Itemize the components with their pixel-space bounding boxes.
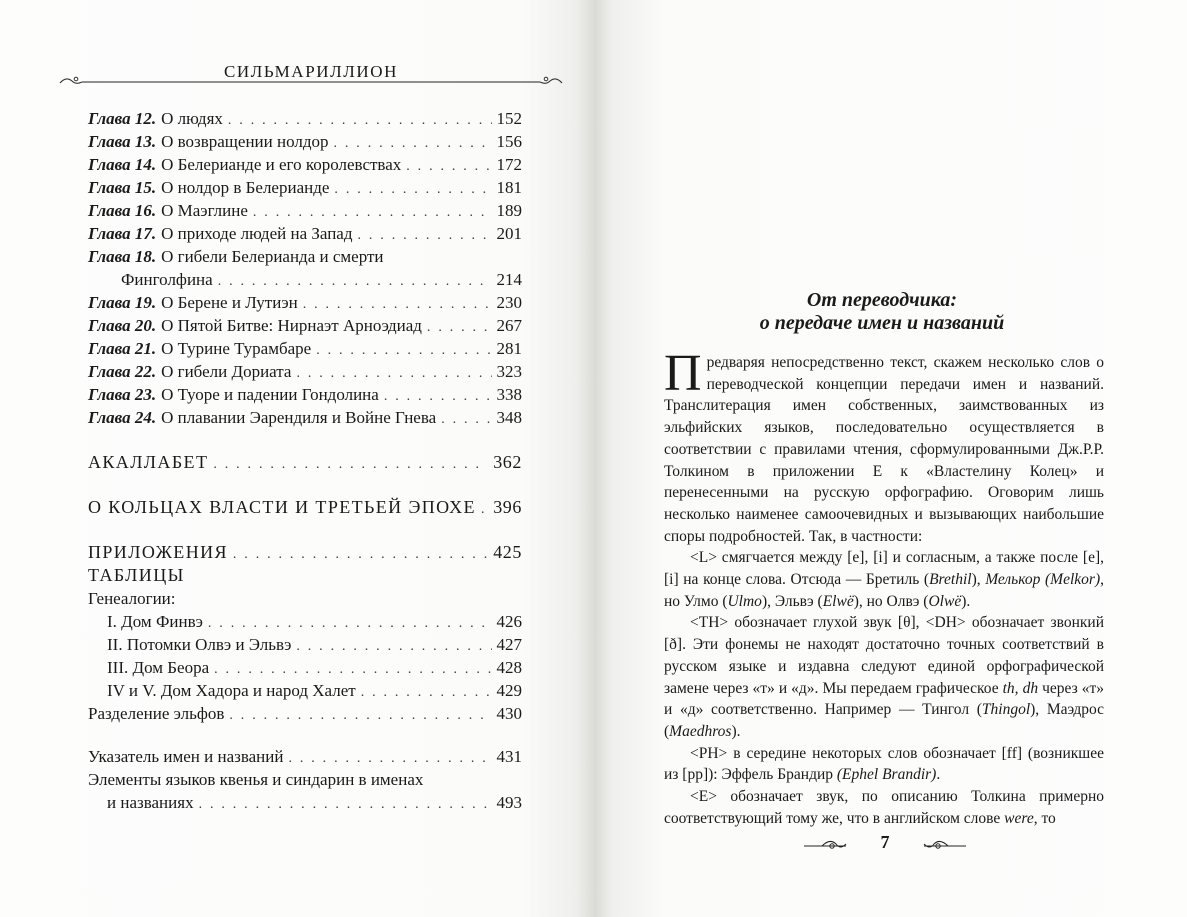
- dot-leader: [481, 498, 488, 521]
- toc-row: [88, 314, 522, 337]
- chapter-label: Глава 17.: [88, 224, 157, 243]
- italic-run: th, dh: [1002, 679, 1039, 697]
- toc-row: [88, 360, 522, 383]
- page-ref: 429: [496, 681, 522, 700]
- toc-row-genealogies: [88, 587, 522, 610]
- chapter-label: Глава 24.: [88, 408, 157, 427]
- subsection-title: Генеалогии:: [88, 589, 176, 608]
- text-run: ), Маэдрос (: [664, 701, 1104, 740]
- page-ref: 431: [496, 747, 522, 766]
- toc-row: [88, 383, 522, 406]
- page-ref: 172: [496, 155, 522, 174]
- toc-row: [88, 337, 522, 360]
- chapter-title: О Берене и Лутиэн: [161, 293, 298, 312]
- toc-row: [88, 176, 522, 199]
- toc-row: [88, 245, 522, 268]
- chapter-title: О Белерианде и его королевствах: [161, 155, 402, 174]
- italic-run: (Ephel Brandir): [836, 766, 937, 784]
- header-ornament-rule: [56, 72, 566, 92]
- dot-leader: [218, 270, 492, 293]
- heading-line: о передаче имен и названий: [759, 312, 1005, 334]
- page-ref: 156: [496, 132, 522, 151]
- table-of-contents: [88, 107, 522, 814]
- italic-run: were: [1004, 809, 1034, 827]
- genealogy-title: II. Потомки Олвэ и Эльвэ: [107, 635, 292, 654]
- dot-leader: [358, 224, 492, 247]
- dot-leader: [199, 793, 492, 816]
- genealogy-title: IV и V. Дом Хадора и народ Халет: [107, 681, 356, 700]
- dot-leader: [361, 681, 492, 704]
- page-ref: 281: [496, 339, 522, 358]
- subsection-title-continued: и названиях: [107, 793, 194, 812]
- text-run: ), но Олвэ (: [853, 592, 929, 610]
- chapter-label: Глава 16.: [88, 201, 157, 220]
- chapter-title: О Пятой Битве: Нирнаэт Арноэдиад: [161, 316, 422, 335]
- chapter-label: Глава 19.: [88, 293, 157, 312]
- page-ref: 189: [496, 201, 522, 220]
- dot-leader: [233, 543, 488, 566]
- toc-row-tables: [88, 564, 522, 587]
- chapter-title: О плавании Эарендиля и Войне Гнева: [161, 408, 437, 427]
- section-title: ПРИЛОЖЕНИЯ: [88, 542, 228, 562]
- section-title: О КОЛЬЦАХ ВЛАСТИ И ТРЕТЬЕЙ ЭПОХЕ: [88, 497, 476, 517]
- chapter-label: Глава 12.: [88, 109, 157, 128]
- dot-leader: [334, 178, 491, 201]
- folio: [800, 826, 970, 860]
- dot-leader: [214, 658, 491, 681]
- toc-row-continued: [88, 791, 522, 814]
- chapter-title: О приходе людей на Запад: [161, 224, 353, 243]
- chapter-label: Глава 20.: [88, 316, 157, 335]
- dot-leader: [303, 293, 492, 316]
- page-ref: 323: [496, 362, 522, 381]
- page-ref: 427: [496, 635, 522, 654]
- text-run: .: [936, 766, 941, 784]
- toc-row-elements: [88, 768, 522, 791]
- dot-leader: [229, 704, 491, 727]
- paragraph: [664, 612, 1104, 742]
- paragraph: [664, 345, 1104, 547]
- toc-row: [88, 291, 522, 314]
- dot-leader: [296, 362, 491, 385]
- chapter-title: О нолдор в Белерианде: [161, 178, 330, 197]
- dot-leader: [296, 635, 491, 658]
- dot-leader: [316, 339, 491, 362]
- chapter-label: Глава 13.: [88, 132, 157, 151]
- italic-run: Elwë: [822, 592, 854, 610]
- text-run: <E> обозначает звук, по описанию Толкина примерно соответствующий тому же, что в английском слове: [664, 788, 1104, 827]
- italic-run: Maedhros: [669, 722, 732, 740]
- dot-leader: [441, 408, 491, 431]
- dot-leader: [427, 316, 492, 339]
- drop-cap: П: [664, 345, 702, 402]
- chapter-title-continued: Финголфина: [121, 270, 213, 289]
- chapter-label: Глава 14.: [88, 155, 157, 174]
- page-ref: 181: [496, 178, 522, 197]
- toc-row-akallabeth: [88, 451, 522, 474]
- italic-run: Ulmo: [727, 592, 762, 610]
- page-ref: 362: [493, 452, 522, 472]
- subsection-title: Разделение эльфов: [88, 704, 225, 723]
- page-ref: 396: [493, 497, 522, 517]
- dot-leader: [406, 155, 491, 178]
- toc-row: [88, 130, 522, 153]
- page-ref: 428: [496, 658, 522, 677]
- page-ref: 425: [493, 542, 522, 562]
- chapter-title: О Туоре и падении Гондолина: [161, 385, 379, 404]
- dot-leader: [288, 747, 491, 770]
- text-run: ),: [971, 571, 986, 589]
- heading-line: От переводчика:: [806, 289, 958, 311]
- page-ref: 493: [496, 793, 522, 812]
- toc-row: [88, 679, 522, 702]
- dot-leader: [253, 201, 492, 224]
- dot-leader: [334, 132, 492, 155]
- toc-row: [88, 656, 522, 679]
- toc-row: [88, 406, 522, 429]
- toc-row-rings: [88, 496, 522, 519]
- toc-row: [88, 153, 522, 176]
- running-title: СИЛЬМАРИЛЛИОН: [223, 62, 399, 81]
- paragraph: [664, 743, 1104, 786]
- section-title: ТАБЛИЦЫ: [88, 565, 185, 585]
- italic-run: Olwë: [928, 592, 962, 610]
- toc-row: [88, 222, 522, 245]
- dot-leader: [228, 109, 492, 132]
- toc-row: [88, 199, 522, 222]
- page-ref: 267: [496, 316, 522, 335]
- genealogy-title: III. Дом Беора: [107, 658, 210, 677]
- toc-row-elves: [88, 702, 522, 725]
- text-run: <TH> обозначает глухой звук [θ], <DH> обозначает звонкий [ð]. Эти фонемы не находят достаточно точных соответствий в русском языке и издавна следуют единой орфографической замене через «т» и «д». Мы передаем графическое: [664, 614, 1104, 697]
- page-ref: 348: [496, 408, 522, 427]
- toc-row-index: [88, 745, 522, 768]
- toc-row: [88, 107, 522, 130]
- paragraph: [664, 547, 1104, 612]
- text-run: , но Улмо (: [664, 571, 1104, 610]
- text-run: , то: [1033, 809, 1056, 827]
- dot-leader: [213, 453, 488, 476]
- toc-row-appendices: [88, 541, 522, 564]
- chapter-label: Глава 18.: [88, 247, 157, 266]
- genealogy-title: I. Дом Финвэ: [107, 612, 203, 631]
- chapter-label: Глава 23.: [88, 385, 157, 404]
- text-run: <L> смягчается между [e], [i] и согласным, а также после [e], [i] на конце слова. Отсюда — Бретиль (: [664, 549, 1104, 589]
- page-ref: 230: [496, 293, 522, 312]
- section-title: АКАЛЛАБЕТ: [88, 452, 209, 472]
- text-run: ).: [731, 722, 741, 740]
- subsection-title: Элементы языков квенья и синдарин в именах: [88, 770, 424, 789]
- text-run: через «т» и «д» соответственно. Например — Тингол (: [664, 679, 1105, 719]
- text-run: ).: [961, 592, 971, 610]
- chapter-title: О возвращении нолдор: [161, 132, 329, 151]
- dot-leader: [384, 385, 492, 408]
- text-run: <PH> в середине некоторых слов обозначает [ff] (возникшее из [pp]): Эффель Брандир: [664, 744, 1104, 784]
- subsection-title: Указатель имен и названий: [88, 747, 284, 766]
- dot-leader: [208, 612, 492, 635]
- paragraph-text: редваряя непосредственно текст, скажем несколько слов о переводческой концепции передачи имен и названий. Транслитерация имен собственных, заимствованных из эльфийских языков, последовательно осуществляется в соответствии с правилами чтения, сформулированными Дж.Р.Р. Толкином в приложении Е к «Властелину Колец» и перенесенными на русскую орфографию. Оговорим лишь несколько наименее самоочевидных и вызывающих наибольшие споры подробностей. Так, в частности:: [664, 354, 1104, 545]
- chapter-label: Глава 15.: [88, 178, 157, 197]
- section-heading: [660, 289, 1104, 335]
- toc-row: [88, 633, 522, 656]
- body-text: [664, 345, 1105, 829]
- chapter-title: О гибели Белерианда и смерти: [161, 247, 384, 266]
- chapter-label: Глава 22.: [88, 362, 157, 381]
- page-ref: 214: [496, 270, 522, 289]
- italic-run: Мелькор (Melkor): [985, 571, 1101, 589]
- text-run: ), Эльвэ (: [761, 592, 823, 610]
- chapter-title: О гибели Дориата: [161, 362, 292, 381]
- italic-run: Brethil: [929, 571, 972, 589]
- chapter-title: О Маэглине: [161, 201, 248, 220]
- toc-row: [88, 610, 522, 633]
- page-ref: 338: [496, 385, 522, 404]
- chapter-label: Глава 21.: [88, 339, 157, 358]
- chapter-title: О Турине Турамбаре: [161, 339, 312, 358]
- toc-row-continued: [88, 268, 522, 291]
- chapter-title: О людях: [161, 109, 223, 128]
- running-header: [56, 58, 566, 98]
- page-ref: 426: [496, 612, 522, 631]
- paragraph: [664, 786, 1104, 829]
- page-ref: 430: [496, 704, 522, 723]
- page-number: 7: [880, 832, 890, 852]
- italic-run: Thingol: [981, 701, 1031, 719]
- page-ref: 152: [496, 109, 522, 128]
- page-ref: 201: [496, 224, 522, 243]
